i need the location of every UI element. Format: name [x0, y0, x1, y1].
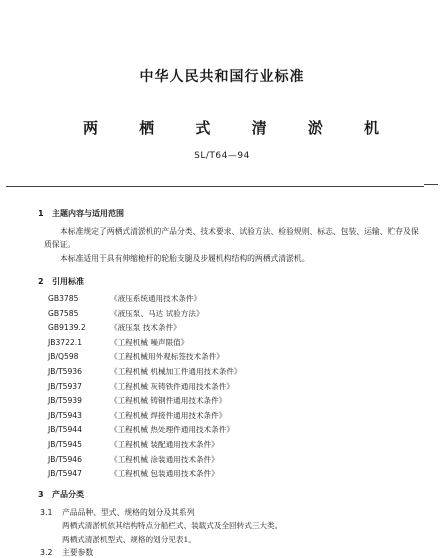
reference-row — [48, 468, 242, 483]
reference-list — [48, 293, 242, 483]
reference-name: 《工程机械 噪声限值》 — [110, 337, 189, 347]
section-3-heading — [38, 489, 84, 500]
reference-name: 《工程机械 灰铸铁件通用技术条件》 — [110, 381, 234, 391]
section-1-heading — [38, 208, 124, 219]
subsection-3-2 — [40, 547, 93, 558]
reference-row — [48, 351, 242, 366]
subsection-3-1 — [40, 507, 195, 518]
reference-code: JB/T5939 — [48, 396, 82, 406]
header-divider — [6, 186, 424, 187]
section-3-number: 3 — [38, 490, 44, 499]
reference-code: GB7585 — [48, 308, 79, 318]
reference-name: 《工程机械 热处理件通用技术条件》 — [110, 425, 234, 435]
standard-code: SL/T64—94 — [194, 151, 250, 161]
reference-code: JB/T5945 — [48, 439, 82, 449]
reference-name: 《工程机械用外观标签技术条件》 — [110, 352, 224, 362]
reference-row — [48, 322, 242, 337]
reference-code: JB/T5946 — [48, 454, 82, 464]
section-1-title: 主题内容与适用范围 — [52, 209, 124, 218]
reference-row — [48, 410, 242, 425]
subsection-3-2-title: 主要参数 — [62, 548, 94, 557]
section-1-para-2: 本标准适用于具有伸缩桅杆的轮胎支腿及步履机构结构的两栖式清淤机。 — [60, 254, 310, 263]
section-2-number: 2 — [38, 277, 44, 286]
reference-row — [48, 366, 242, 381]
reference-code: JB/T5937 — [48, 381, 82, 391]
subsection-3-1-number: 3.1 — [40, 508, 53, 517]
section-1-para-1: 本标准规定了两栖式清淤机的产品分类、技术要求、试验方法、检验规则、标志、包装、运输、贮存及保质保证。 — [44, 227, 419, 249]
reference-code: JB/T5944 — [48, 425, 82, 435]
reference-code: JB/T5947 — [48, 469, 82, 479]
subsection-3-1-para-1: 两栖式清淤机依其结构特点分船栏式、装载式及全回转式三大类。 — [62, 521, 283, 530]
reference-name: 《液压系统通用技术条件》 — [110, 294, 202, 303]
reference-code: JB/Q598 — [48, 352, 79, 362]
reference-row — [48, 424, 242, 439]
reference-name: 《工程机械 涂装通用技术条件》 — [110, 454, 219, 464]
reference-name: 《工程机械 铸钢件通用技术条件》 — [110, 396, 227, 406]
subsection-3-1-para-2: 两栖式清淤机型式、规格的划分见表1。 — [62, 535, 196, 544]
reference-name: 《液压泵、马达 试验方法》 — [110, 308, 204, 318]
reference-name: 《液压泵 技术条件》 — [110, 323, 181, 333]
section-1-number: 1 — [38, 209, 44, 218]
reference-row — [48, 395, 242, 410]
reference-row — [48, 454, 242, 469]
reference-row — [48, 381, 242, 396]
reference-name: 《工程机械 机械加工件通用技术条件》 — [110, 366, 242, 376]
reference-row — [48, 293, 242, 308]
section-3-title: 产品分类 — [52, 490, 84, 499]
reference-code: JB/T5943 — [48, 410, 82, 420]
reference-row — [48, 308, 242, 323]
subsection-3-1-title: 产品品种、型式、规格的划分及其系列 — [62, 508, 195, 517]
reference-name: 《工程机械 包装通用技术条件》 — [110, 469, 219, 479]
section-2-title: 引用标准 — [52, 277, 84, 286]
reference-name: 《工程机械 装配通用技术条件》 — [110, 439, 219, 449]
header-divider-tail — [424, 184, 438, 185]
section-2-heading — [38, 276, 84, 287]
reference-name: 《工程机械 焊接件通用技术条件》 — [110, 410, 227, 420]
reference-code: GB9139.2 — [48, 323, 86, 333]
reference-row — [48, 439, 242, 454]
reference-code: JB/T5936 — [48, 366, 82, 376]
reference-code: JB3722.1 — [48, 337, 83, 347]
standard-type-heading: 中华人民共和国行业标准 — [139, 69, 305, 85]
reference-code: GB3785 — [48, 294, 79, 303]
subsection-3-2-number: 3.2 — [40, 548, 53, 557]
reference-row — [48, 337, 242, 352]
document-title: 两 栖 式 清 淤 机 — [82, 119, 398, 137]
